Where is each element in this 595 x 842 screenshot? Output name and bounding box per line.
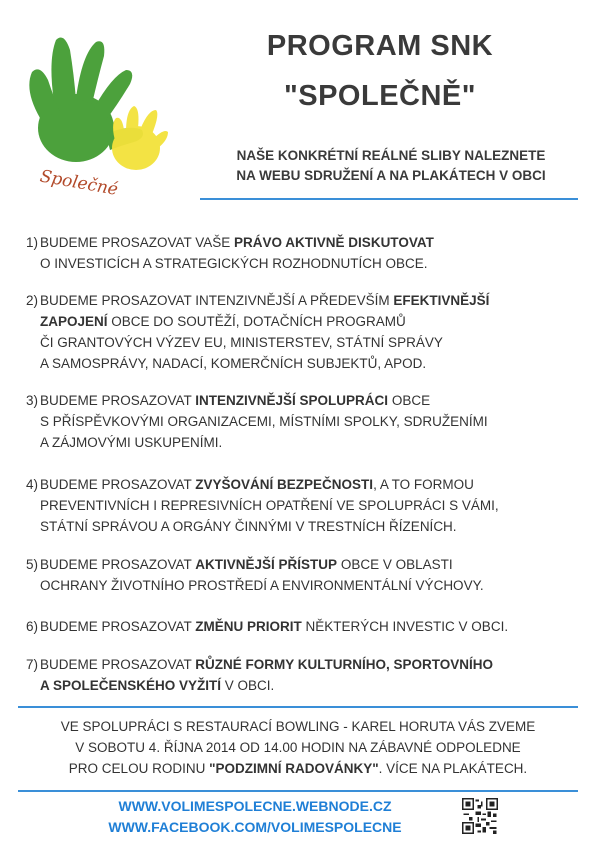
item-highlight: AKTIVNĚJŠÍ PŘÍSTUP [195,557,338,572]
invitation-text: . VÍCE NA PLAKÁTECH. [378,761,528,776]
page-title-line1: PROGRAM SNK [266,30,494,62]
item-highlight: EFEKTIVNĚJŠÍ [393,293,490,308]
item-highlight: A SPOLEČENSKÉHO VYŽITÍ [40,678,222,693]
facebook-link[interactable]: WWW.FACEBOOK.COM/VOLIMESPOLECNE [108,819,402,835]
item-text: OBCE V OBLASTI [337,557,453,572]
item-highlight: ZVYŠOVÁNÍ BEZPEČNOSTI [195,477,374,492]
item-number: 4) [25,477,38,492]
item-text: S PŘÍSPĚVKOVÝMI ORGANIZACEMI, MÍSTNÍMI SPOLKY, SDRUŽENÍMI [40,414,488,429]
item-text: OCHRANY ŽIVOTNÍHO PROSTŘEDÍ A ENVIRONMENTÁLNÍ VÝCHOVY. [40,578,484,593]
invitation-text: PRO CELOU RODINU [68,761,210,776]
website-link[interactable]: WWW.VOLIMESPOLECNE.WEBNODE.CZ [118,798,392,814]
item-text: OBCE [388,393,431,408]
item-text: NĚKTERÝCH INVESTIC V OBCI. [301,619,509,634]
invitation-text: V SOBOTU 4. ŘÍJNA 2014 OD 14.00 HODIN NA ZÁBAVNÉ ODPOLEDNE [75,740,521,755]
item-number: 1) [25,235,38,250]
item-text: BUDEME PROSAZOVAT [40,393,196,408]
item-text: BUDEME PROSAZOVAT [40,477,196,492]
spolecne-logo [18,20,168,200]
item-highlight: PRÁVO AKTIVNĚ DISKUTOVAT [234,235,434,250]
item-text: BUDEME PROSAZOVAT INTENZIVNĚJŠÍ A PŘEDEVŠÍM [40,293,394,308]
event-name: "PODZIMNÍ RADOVÁNKY" [209,761,379,776]
item-number: 2) [25,293,38,308]
item-text: BUDEME PROSAZOVAT [40,619,196,634]
item-text: V OBCI. [221,678,275,693]
logo-text: Společné [38,166,120,200]
event-invitation [18,716,578,779]
item-text: O INVESTICÍCH A STRATEGICKÝCH ROZHODNUTÍCH OBCE. [40,256,428,271]
item-text: STÁTNÍ SPRÁVOU A ORGÁNY ČINNÝMI V TRESTNÍCH ŘÍZENÍCH. [40,519,457,534]
item-highlight: ZAPOJENÍ [40,314,108,329]
item-text: BUDEME PROSAZOVAT [40,557,196,572]
item-text: ČI GRANTOVÝCH VÝZEV EU, MINISTERSTEV, STÁTNÍ SPRÁVY [40,335,443,350]
item-text: A SAMOSPRÁVY, NADACÍ, KOMERČNÍCH SUBJEKTŮ, APOD. [40,356,427,371]
item-text: , A TO FORMOU [373,477,474,492]
item-text: BUDEME PROSAZOVAT VAŠE [40,235,235,250]
item-number: 3) [25,393,38,408]
divider [200,198,578,200]
links [60,796,450,838]
item-number: 7) [25,657,38,672]
item-text: OBCE DO SOUTĚŽÍ, DOTAČNÍCH PROGRAMŮ [107,314,406,329]
qr-code-icon [462,798,498,834]
item-number: 5) [25,557,38,572]
item-number: 6) [25,619,38,634]
subtitle [200,146,582,186]
divider [18,706,578,708]
subtitle-line: NAŠE KONKRÉTNÍ REÁLNÉ SLIBY NALEZNETE [236,148,546,163]
page-title-line2: "SPOLEČNĚ" [283,80,477,112]
yellow-hand-icon [112,106,168,170]
divider [18,790,578,792]
item-highlight: RŮZNÉ FORMY KULTURNÍHO, SPORTOVNÍHO [195,657,494,672]
item-highlight: INTENZIVNĚJŠÍ SPOLUPRÁCI [195,393,389,408]
item-text: A ZÁJMOVÝMI USKUPENÍMI. [40,435,223,450]
invitation-text: VE SPOLUPRÁCI S RESTAURACÍ BOWLING - KAREL HORUTA VÁS ZVEME [60,719,536,734]
item-text: BUDEME PROSAZOVAT [40,657,196,672]
subtitle-line: NA WEBU SDRUŽENÍ A NA PLAKÁTECH V OBCI [236,168,546,183]
item-text: PREVENTIVNÍCH I REPRESIVNÍCH OPATŘENÍ VE SPOLUPRÁCI S VÁMI, [40,498,499,513]
item-highlight: ZMĚNU PRIORIT [195,619,302,634]
